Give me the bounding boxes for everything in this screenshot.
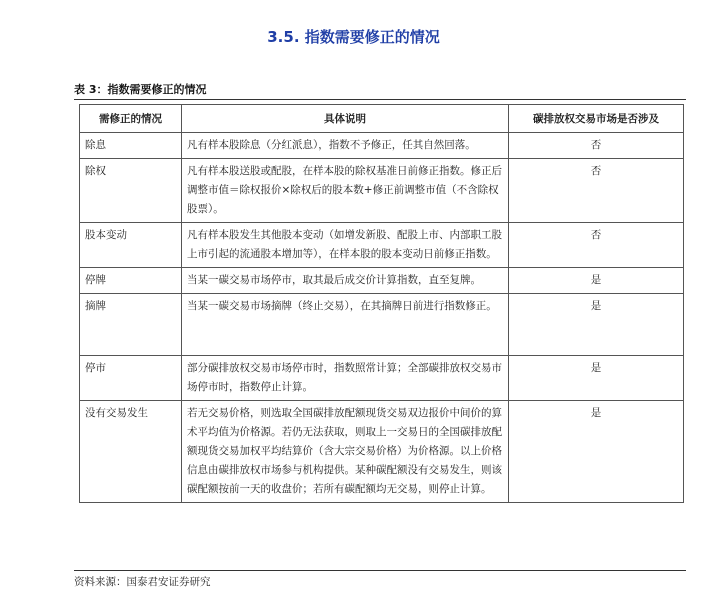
row-description: 当某一碳交易市场停市，取其最后成交价计算指数，直至复牌。 (182, 268, 509, 294)
table-caption: 表 3：指数需要修正的情况 (74, 83, 207, 96)
table-row (80, 223, 684, 268)
section-title: 3.5. 指数需要修正的情况 (267, 28, 440, 46)
row-involved: 是 (509, 356, 684, 401)
row-situation: 停市 (80, 356, 182, 401)
table-header-row (80, 105, 684, 133)
table-row (80, 356, 684, 401)
top-rule (74, 99, 686, 100)
row-involved: 是 (509, 294, 684, 356)
row-situation: 没有交易发生 (80, 401, 182, 503)
header-involved: 碳排放权交易市场是否涉及 (509, 105, 684, 133)
row-situation: 除息 (80, 133, 182, 159)
row-description: 凡有样本股送股或配股，在样本股的除权基准日前修正指数。修正后调整市值＝除权报价×除权后的股本数+修正前调整市值（不含除权股票）。 (182, 159, 509, 223)
row-situation: 股本变动 (80, 223, 182, 268)
source-note: 资料来源：国泰君安证券研究 (74, 576, 211, 588)
header-description: 具体说明 (182, 105, 509, 133)
row-description: 凡有样本股除息（分红派息），指数不予修正，任其自然回落。 (182, 133, 509, 159)
row-involved: 否 (509, 133, 684, 159)
row-situation: 停牌 (80, 268, 182, 294)
row-description: 部分碳排放权交易市场停市时，指数照常计算；全部碳排放权交易市场停市时，指数停止计算。 (182, 356, 509, 401)
row-description: 当某一碳交易市场摘牌（终止交易），在其摘牌日前进行指数修正。 (182, 294, 509, 356)
row-involved: 是 (509, 268, 684, 294)
row-situation: 除权 (80, 159, 182, 223)
table-row (80, 268, 684, 294)
bottom-rule (74, 570, 686, 571)
header-situation: 需修正的情况 (80, 105, 182, 133)
table-row (80, 159, 684, 223)
row-involved: 否 (509, 159, 684, 223)
row-situation: 摘牌 (80, 294, 182, 356)
row-description: 若无交易价格，则选取全国碳排放配额现货交易双边报价中间价的算术平均值为价格源。若仍无法获取，则取上一交易日的全国碳排放配额现货交易加权平均结算价（含大宗交易价格）为价格源。以上价格信息由碳排放权市场参与机构提供。某种碳配额没有交易发生，则该碳配额按前一天的收盘价；若所有碳配额均无交易，则停止计算。 (182, 401, 509, 503)
row-involved: 是 (509, 401, 684, 503)
row-involved: 否 (509, 223, 684, 268)
row-description: 凡有样本股发生其他股本变动（如增发新股、配股上市、内部职工股上市引起的流通股本增加等），在样本股的股本变动日前修正指数。 (182, 223, 509, 268)
correction-table (79, 104, 684, 503)
table-row (80, 294, 684, 356)
table-row (80, 133, 684, 159)
table-row (80, 401, 684, 503)
